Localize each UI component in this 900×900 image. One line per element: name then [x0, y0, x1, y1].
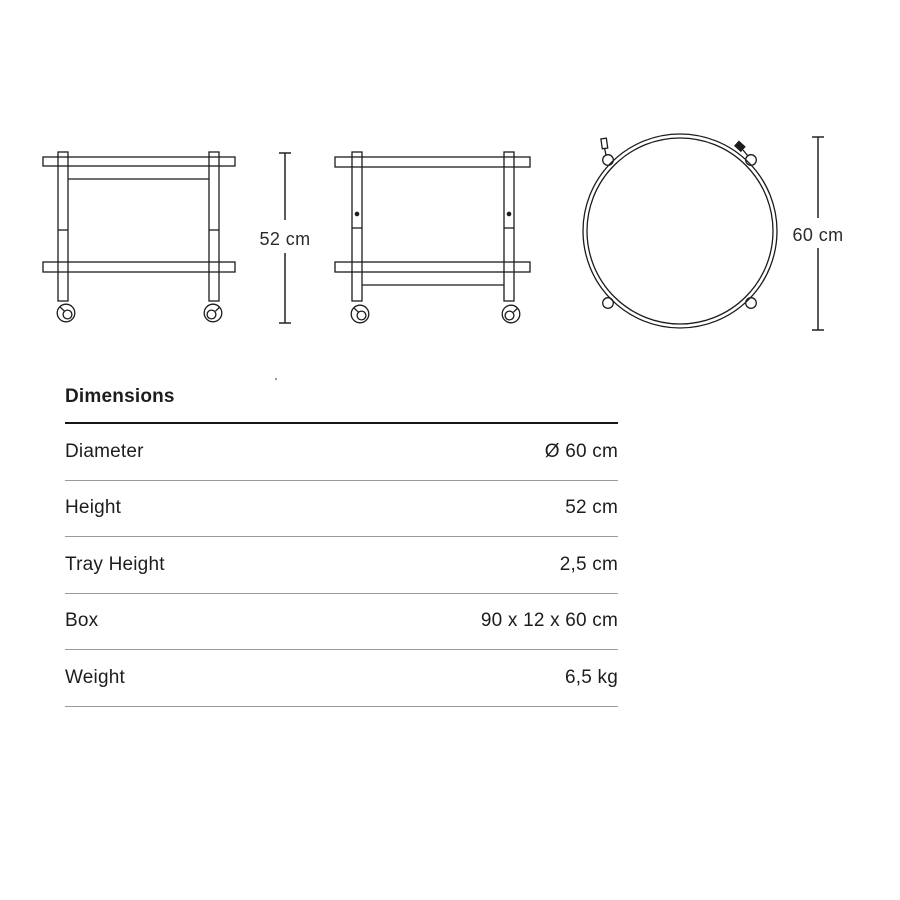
caster-mount — [603, 155, 614, 166]
spec-value: 2,5 cm — [559, 553, 618, 575]
caster-wheel — [351, 305, 369, 323]
spec-value: 6,5 kg — [565, 666, 618, 688]
spec-label: Diameter — [65, 440, 144, 462]
caster-mount — [746, 155, 757, 166]
trolley-front-view-drawing — [43, 152, 235, 322]
trolley-top-view-drawing — [583, 134, 777, 328]
caster-wheel — [502, 305, 520, 323]
spec-row-height — [65, 481, 618, 538]
right-leg — [209, 152, 219, 301]
lower-shelf-bar — [335, 262, 530, 272]
right-leg — [504, 152, 514, 301]
spec-value: 52 cm — [565, 497, 618, 519]
brake-lever — [601, 138, 608, 155]
screw-dot — [507, 212, 510, 215]
spec-row-diameter — [65, 424, 618, 481]
left-leg — [58, 152, 68, 301]
trolley-side-view-drawing — [335, 152, 530, 323]
left-leg — [352, 152, 362, 301]
tray-inner-ring — [587, 138, 773, 324]
diameter-dimension-label: 60 cm — [789, 224, 846, 246]
spec-value: Ø 60 cm — [544, 440, 618, 462]
caster-mount — [603, 298, 614, 309]
spec-row-weight — [65, 650, 618, 707]
spec-label: Height — [65, 497, 122, 519]
spec-value: 90 x 12 x 60 cm — [480, 610, 618, 632]
caster-wheel — [204, 304, 222, 322]
screw-dot — [355, 212, 358, 215]
top-tray-bar — [335, 157, 530, 167]
brake-lever — [735, 141, 748, 156]
dimensions-table — [65, 386, 618, 707]
lower-shelf-bar — [43, 262, 235, 272]
spec-row-box — [65, 594, 618, 651]
technical-drawings — [0, 0, 900, 385]
caster-wheel — [57, 304, 75, 322]
spec-label: Weight — [65, 666, 125, 688]
stray-dot — [275, 378, 277, 380]
dimensions-table-title: Dimensions — [65, 386, 618, 424]
spec-row-tray-height — [65, 537, 618, 594]
spec-label: Box — [65, 610, 99, 632]
top-tray-bar — [43, 157, 235, 166]
spec-label: Tray Height — [65, 553, 165, 575]
height-dimension-label: 52 cm — [256, 228, 313, 250]
caster-mount — [746, 298, 757, 309]
